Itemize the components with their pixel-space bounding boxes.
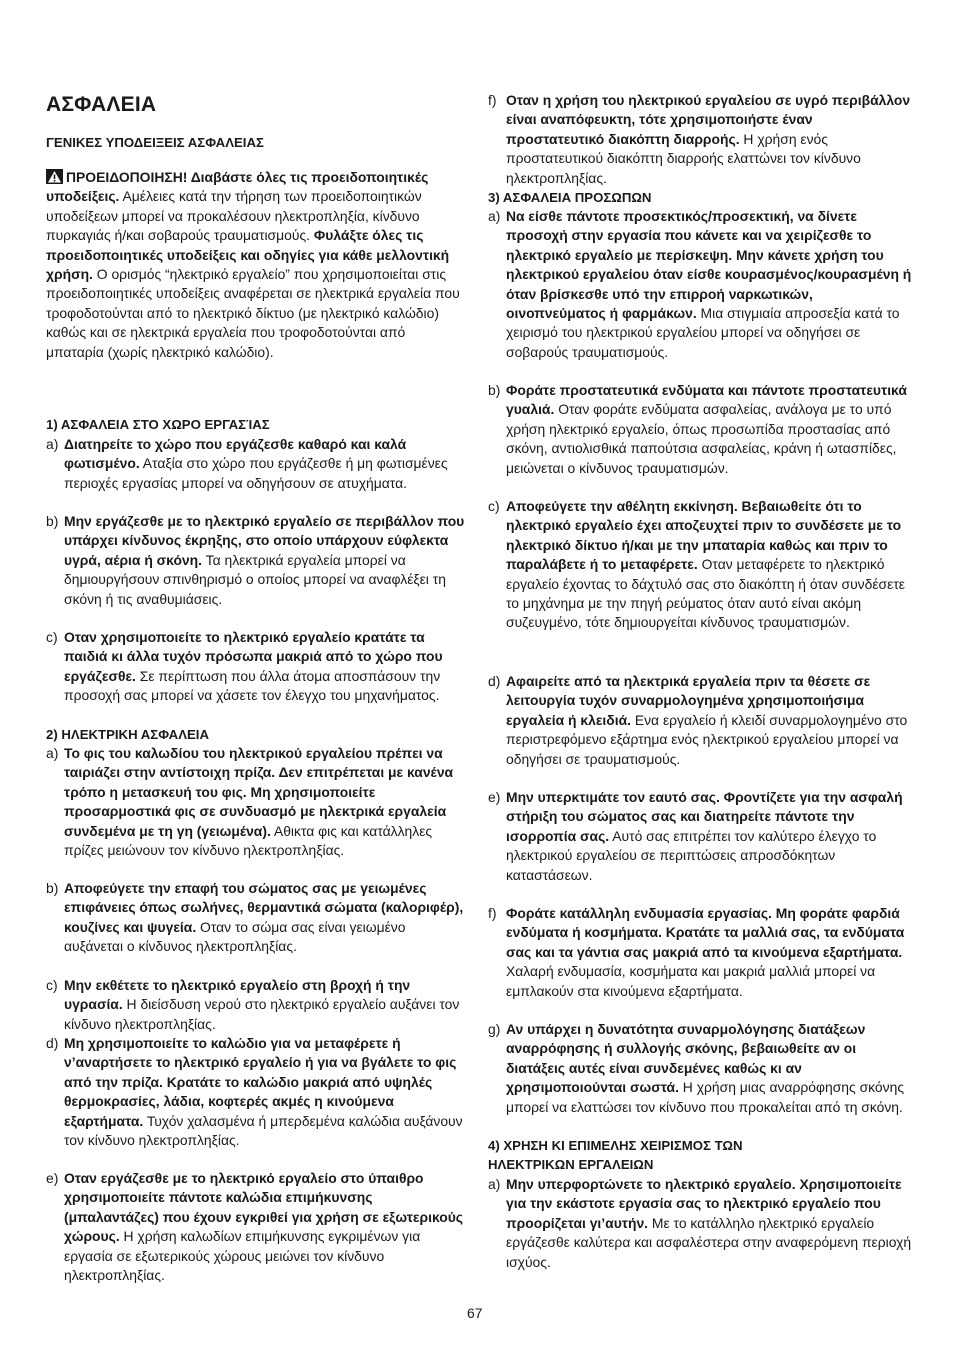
item-letter: b)	[46, 880, 59, 896]
item-bold: Οταν χρησιμοποιείτε το ηλεκτρικό εργαλείο κρατάτε τα παιδιά κι άλλα τυχόν πρόσωπα μακριά από το χώρο που εργάζεσθε.	[64, 629, 443, 684]
intro-paragraph	[46, 168, 466, 362]
item-letter: f)	[488, 905, 497, 921]
intro-bold-1: ΠΡΟΕΙΔΟΠΟΙΗΣΗ! Διαβάστε όλες τις προειδοποιητικές υποδείξεις.	[46, 169, 429, 205]
section-heading-3: 3) ΑΣΦΑΛΕΙΑ ΠΡΟΣΩΠΩΝ	[488, 190, 652, 205]
item-letter: c)	[46, 629, 58, 645]
item-bold: Αποφεύγετε την αθέλητη εκκίνηση. Βεβαιωθείτε ότι το ηλεκτρικό εργαλείο έχει αποζευχτεί πριν το συνδέσετε με το ηλεκτρικό δίκτυο ή/και με την μπαταρία καθώς και πριν το παραλάβετε ή το μεταφέρετε.	[506, 498, 902, 573]
item-text: Η διείσδυση νερού στο ηλεκτρικό εργαλείο αυξάνει τον κίνδυνο ηλεκτροπληξίας.	[64, 996, 460, 1032]
item-text: Ενα εργαλείο ή κλειδί συναρμολογημένο στο περιστρεφόμενο εξάρτημα ενός ηλεκτρικού εργαλείου μπορεί να οδηγήσει σε τραυματισμούς.	[506, 711, 908, 767]
section-subtitle: ΓΕΝΙΚΕΣ ΥΠΟΔΕΙΞΕΙΣ ΑΣΦΑΛΕΙΑΣ	[46, 135, 264, 150]
item-text: Οταν το σώμα σας είναι γειωμένο αυξάνεται ο κίνδυνος ηλεκτροπληξίας.	[64, 918, 406, 955]
item-letter: e)	[488, 789, 501, 805]
list-item-s2-d	[46, 1034, 466, 1150]
item-text: Η χρήση ενός προστατευτικού διακόπτη διαρροής ελαττώνει τον κίνδυνο ηλεκτροπληξίας.	[506, 130, 861, 186]
page-title: ΑΣΦΑΛΕΙΑ	[46, 93, 157, 116]
section-heading-4: 4) ΧΡΗΣΗ ΚΙ ΕΠΙΜΕΛΗΣ ΧΕΙΡΙΣΜΟΣ ΤΩΝ ΗΛΕΚΤΡΙΚΩΝ ΕΡΓΑΛΕΙΩΝ	[488, 1138, 743, 1173]
intro-bold-2: Φυλάξτε όλες τις προειδοποιητικές υποδείξεις και οδηγίες για κάθε μελλοντική χρήση.	[46, 227, 450, 283]
list-item-s3-b	[488, 381, 912, 478]
item-text: Η χρήση μιας αναρρόφησης σκόνης μπορεί να ελαττώσει τον κίνδυνο που προκαλείται από τη σκόνη.	[506, 1079, 905, 1115]
item-text: Με το κατάλληλο ηλεκτρικό εργαλείο εργάζεσθε καλύτερα και ασφαλέστερα στην αναφερόμενη περιοχή ισχύος.	[506, 1214, 912, 1270]
list-item-s1-a	[46, 435, 466, 493]
item-text: Σε περίπτωση που άλλα άτομα αποσπάσουν την προσοχή σας μπορεί να χάσετε τον έλεγχο του μηχανήματος.	[64, 667, 441, 704]
item-letter: a)	[488, 208, 501, 224]
item-bold: Μην εκθέτετε το ηλεκτρικό εργαλείο στη βροχή ή την υγρασία.	[64, 977, 411, 1013]
list-item-s4-a	[488, 1175, 912, 1272]
page-number: 67	[467, 1305, 483, 1321]
item-bold: Αν υπάρχει η δυνατότητα συναρμολόγησης διατάξεων αναρρόφησης ή συλλογής σκόνης, βεβαιωθείτε αν οι διατάξεις αυτές είναι συνδεμένες καθώς κι αν χρησιμοποιούνται σωστά.	[506, 1021, 866, 1096]
item-letter: c)	[488, 498, 500, 514]
item-bold: Οταν η χρήση του ηλεκτρικού εργαλείου σε υγρό περιβάλλον είναι αναπόφευκτη, τότε χρησιμοποιήστε έναν προστατευτικό διακόπτη διαρροής.	[506, 92, 911, 147]
item-bold: Οταν εργάζεσθε με το ηλεκτρικό εργαλείο στο ύπαιθρο χρησιμοποιείτε πάντοτε καλώδια επιμήκυνσης (μπαλαντάζες) που έχουν εγκριθεί για χρήση σε εξωτερικούς χώρους.	[64, 1170, 464, 1245]
section-heading-1: 1) ΑΣΦΑΛΕΙΑ ΣΤΟ ΧΩΡΟ ΕΡΓΑΣΊΑΣ	[46, 417, 270, 432]
item-text: Μια στιγμιαία απροσεξία κατά το χειρισμό του ηλεκτρικού εργαλείου μπορεί να οδηγήσει σε σοβαρούς τραυματισμούς.	[506, 305, 900, 360]
list-item-s3-e	[488, 788, 912, 885]
item-bold: Να είσθε πάντοτε προσεκτικός/προσεκτική, να δίνετε προσοχή στην εργασία που κάνετε και να χειρίζεσθε το ηλεκτρικό εργαλείο με περίσκεψη. Μην κάνετε χρήση του ηλεκτρικού εργαλείου όταν είσθε κουρασμένος/κουρασμένη ή όταν βρίσκεσθε υπό την επιρροή ναρκωτικών, οινοπνεύματος ή φαρμάκων.	[506, 208, 912, 322]
item-letter: f)	[488, 92, 497, 108]
list-item-s2-b	[46, 879, 466, 957]
intro-text-1: Αμέλειες κατά την τήρηση των προειδοποιητικών υποδείξεων μπορεί να προκαλέσουν ηλεκτροπληξία, κίνδυνο πυρκαγιάς ή/και σοβαρούς τραυματισμούς.	[46, 188, 422, 244]
item-text: Αθικτα φις και κατάλληλες πρίζες μειώνουν τον κίνδυνο ηλεκτροπληξίας.	[64, 822, 433, 859]
item-letter: g)	[488, 1021, 501, 1037]
list-item-s2-a	[46, 744, 466, 860]
item-bold: Αποφεύγετε την επαφή του σώματος σας με γειωμένες επιφάνειες όπως σωλήνες, θερμαντικά σώματα (καλοριφέρ), κουζίνες και ψυγεία.	[64, 880, 464, 935]
list-item-s2-e	[46, 1169, 466, 1285]
section-heading-2: 2) ΗΛΕΚΤΡΙΚΗ ΑΣΦΑΛΕΙΑ	[46, 727, 209, 742]
list-item-s3-a	[488, 207, 912, 362]
item-letter: e)	[46, 1170, 59, 1186]
item-bold: Μην υπερφορτώνετε το ηλεκτρικό εργαλείο. Χρησιμοποιείτε για την εκάστοτε εργασία σας το ηλεκτρικό εργαλείο που προορίζεται γι’αυτήν.	[506, 1176, 902, 1231]
list-item-s3-g	[488, 1020, 912, 1117]
item-letter: a)	[488, 1176, 501, 1192]
item-letter: d)	[46, 1035, 59, 1051]
list-item-s2-c	[46, 976, 466, 1034]
item-bold: Μην εργάζεσθε με το ηλεκτρικό εργαλείο σε περιβάλλον που υπάρχει κίνδυνος έκρηξης, στο οποίο υπάρχουν εύφλεκτα υγρά, αέρια ή σκόνη.	[64, 513, 465, 568]
item-text: Οταν φοράτε ενδύματα ασφαλείας, ανάλογα με το υπό χρήση ηλεκτρικό εργαλείο, όπως προσωπίδα προστασίας από σκόνη, αντιολισθικά παπούτσια ασφαλείας, κράνη ή ωτασπίδες, μειώνεται ο κίνδυνος τραυματισμών.	[506, 401, 897, 476]
item-text: Χαλαρή ενδυμασία, κοσμήματα και μακριά μαλλιά μπορεί να εμπλακούν στα κινούμενα εξαρτήματα.	[506, 963, 876, 999]
item-text: Οταν μεταφέρετε το ηλεκτρικό εργαλείο έχοντας το δάχτυλό σας στο διακόπτη ή όταν συνδέσετε το μηχάνημα με την πηγή ρεύματος όταν αυτό είναι ακόμη συζευγμένο, τότε δημιουργείται κίνδυνος τραυματισμών.	[506, 556, 906, 631]
item-text: Αταξία στο χώρο που εργάζεσθε ή μη φωτισμένες περιοχές εργασίας μπορεί να οδηγήσουν σε ατυχήματα.	[64, 455, 448, 491]
list-item-s1-c	[46, 628, 466, 706]
item-letter: c)	[46, 977, 58, 993]
item-text: Τυχόν χαλασμένα ή μπερδεμένα καλώδια αυξάνουν τον κίνδυνο ηλεκτροπληξίας.	[64, 1112, 463, 1149]
item-letter: d)	[488, 673, 501, 689]
list-item-s3-f	[488, 904, 912, 1001]
item-letter: a)	[46, 745, 59, 761]
item-bold: Αφαιρείτε από τα ηλεκτρικά εργαλεία πριν τα θέσετε σε λειτουργία τυχόν συναρμολογημένα χρησιμοποιήσιμα εργαλεία ή κλειδιά.	[506, 673, 871, 728]
item-bold: Μη χρησιμοποιείτε το καλώδιο για να μεταφέρετε ή ν’αναρτήσετε το ηλεκτρικό εργαλείο ή για να βγάλετε το φις από την πρίζα. Κρατάτε το καλώδιο μακριά από υψηλές θερμοκρασίες, λάδια, κοφτερές ακμές η κινούμενα εξαρτήματα.	[64, 1035, 457, 1129]
item-text: Η χρήση καλωδίων επιμήκυνσης εγκριμένων για εργασία σε εξωτερικούς χώρους μειώνει τον κίνδυνο ηλεκτροπληξίας.	[64, 1228, 421, 1284]
warning-triangle-icon	[46, 169, 63, 184]
item-bold: Διατηρείτε το χώρο που εργάζεσθε καθαρό και καλά φωτισμένο.	[64, 436, 407, 472]
list-item-s3-d	[488, 672, 912, 769]
list-item-s1-b	[46, 512, 466, 609]
item-letter: a)	[46, 436, 59, 452]
item-letter: b)	[488, 382, 501, 398]
item-text: Τα ηλεκτρικά εργαλεία μπορεί να δημιουργήσουν σπινθηρισμό ο οποίος μπορεί να αναφλέξει τη σκόνη ή τις αναθυμιάσεις.	[64, 551, 446, 607]
item-text: Αυτό σας επιτρέπει τον καλύτερο έλεγχο το ηλεκτρικού εργαλείου σε περιπτώσεις απροσδόκητων καταστάσεων.	[506, 827, 877, 883]
item-bold: Το φις του καλωδίου του ηλεκτρικού εργαλείου πρέπει να ταιριάζει στην αντίστοιχη πρίζα. Δεν επιτρέπεται με κανένα τρόπο η μετασκευή του φις. Μη χρησιμοποιείτε προσαρμοστικά φις σε συνδυασμό με ηλεκτρικά εργαλεία συνδεμένα με τη γη (γειωμένα).	[64, 745, 454, 839]
item-bold: Μην υπερκτιμάτε τον εαυτό σας. Φροντίζετε για την ασφαλή στήριξη του σώματος σας και διατηρείτε πάντοτε την ισορροπία σας.	[506, 789, 903, 844]
item-bold: Φοράτε κατάλληλη ενδυμασία εργασίας. Μη φοράτε φαρδιά ενδύματα ή κοσμήματα. Κρατάτε τα μαλλιά σας, τα ενδύματα σας και τα γάντια σας μακριά από τα κινούμενα εξαρτήματα.	[506, 905, 905, 960]
intro-text-2: Ο ορισμός “ηλεκτρικό εργαλείο” που χρησιμοποιείται στις προειδοποιητικές υποδείξεις αναφέρεται σε ηλεκτρικά εργαλεία που τροφοδοτούνται από το ηλεκτρικό δίκτυο (με ηλεκτρικό καλώδιο) καθώς και σε ηλεκτρικά εργαλεία που τροφοδοτούνται από μπαταρία (χωρίς ηλεκτρικό καλώδιο).	[46, 266, 460, 360]
item-letter: b)	[46, 513, 59, 529]
list-item-s2-f	[488, 91, 912, 188]
item-bold: Φοράτε προστατευτικά ενδύματα και πάντοτε προστατευτικά γυαλιά.	[506, 382, 907, 418]
list-item-s3-c	[488, 497, 912, 633]
